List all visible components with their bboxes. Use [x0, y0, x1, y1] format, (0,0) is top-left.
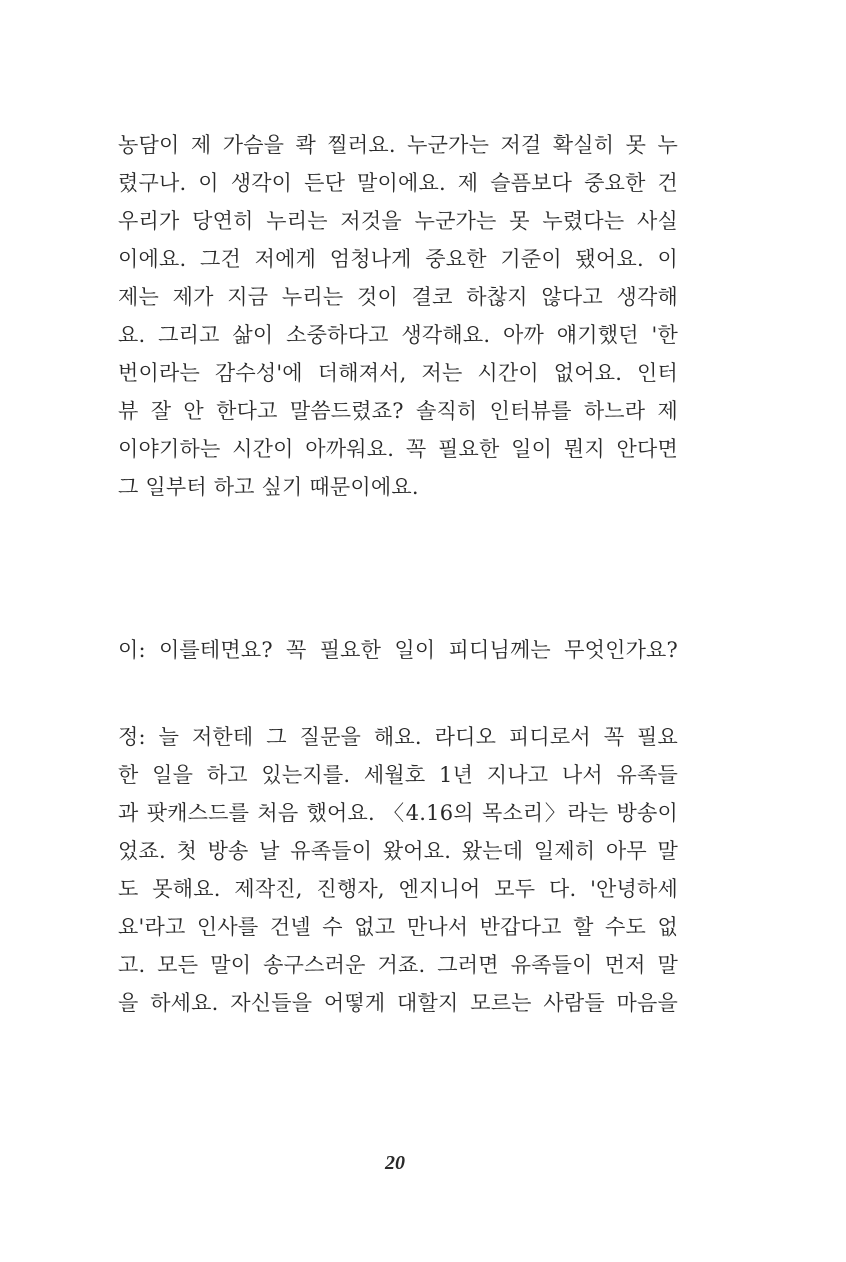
- text-line: 정: 늘 저한테 그 질문을 해요. 라디오 피디로서 꼭 필요: [118, 725, 678, 749]
- text-line: 도 못해요. 제작진, 진행자, 엔지니어 모두 다. '안녕하세: [118, 877, 678, 901]
- paragraph-3-answer: [118, 718, 678, 1022]
- text-line: 제는 제가 지금 누리는 것이 결코 하찮지 않다고 생각해: [118, 285, 678, 309]
- text-line: 었죠. 첫 방송 날 유족들이 왔어요. 왔는데 일제히 아무 말: [118, 839, 678, 863]
- paragraph-1: [118, 126, 678, 506]
- paragraph-2-question: [118, 631, 678, 669]
- text-line: 을 하세요. 자신들을 어떻게 대할지 모르는 사람들 마음을: [118, 991, 678, 1015]
- text-line: 요. 그리고 삶이 소중하다고 생각해요. 아까 얘기했던 '한: [118, 323, 678, 347]
- text-line: 이야기하는 시간이 아까워요. 꼭 필요한 일이 뭔지 안다면: [118, 437, 678, 461]
- text-line: 그 일부터 하고 싶기 때문이에요.: [118, 475, 419, 499]
- text-line: 이에요. 그건 저에게 엄청나게 중요한 기준이 됐어요. 이: [118, 247, 678, 271]
- text-line: 고. 모든 말이 송구스러운 거죠. 그러면 유족들이 먼저 말: [118, 953, 678, 977]
- page-number: 20: [385, 1152, 405, 1174]
- text-line: 한 일을 하고 있는지를. 세월호 1년 지나고 나서 유족들: [118, 763, 678, 787]
- text-line: 우리가 당연히 누리는 저것을 누군가는 못 누렸다는 사실: [118, 209, 678, 233]
- text-line: 요'라고 인사를 건넬 수 없고 만나서 반갑다고 할 수도 없: [118, 915, 678, 939]
- text-line: 과 팟캐스드를 처음 했어요. 〈4.16의 목소리〉라는 방송이: [118, 801, 678, 825]
- text-line: 농담이 제 가슴을 콱 찔러요. 누군가는 저걸 확실히 못 누: [118, 133, 678, 157]
- text-line: 렸구나. 이 생각이 든단 말이에요. 제 슬픔보다 중요한 건: [118, 171, 678, 195]
- text-line: 번이라는 감수성'에 더해져서, 저는 시간이 없어요. 인터: [118, 361, 678, 385]
- text-line: 뷰 잘 안 한다고 말씀드렸죠? 솔직히 인터뷰를 하느라 제: [118, 399, 678, 423]
- text-line: 이: 이를테면요? 꼭 필요한 일이 피디님께는 무엇인가요?: [118, 638, 678, 662]
